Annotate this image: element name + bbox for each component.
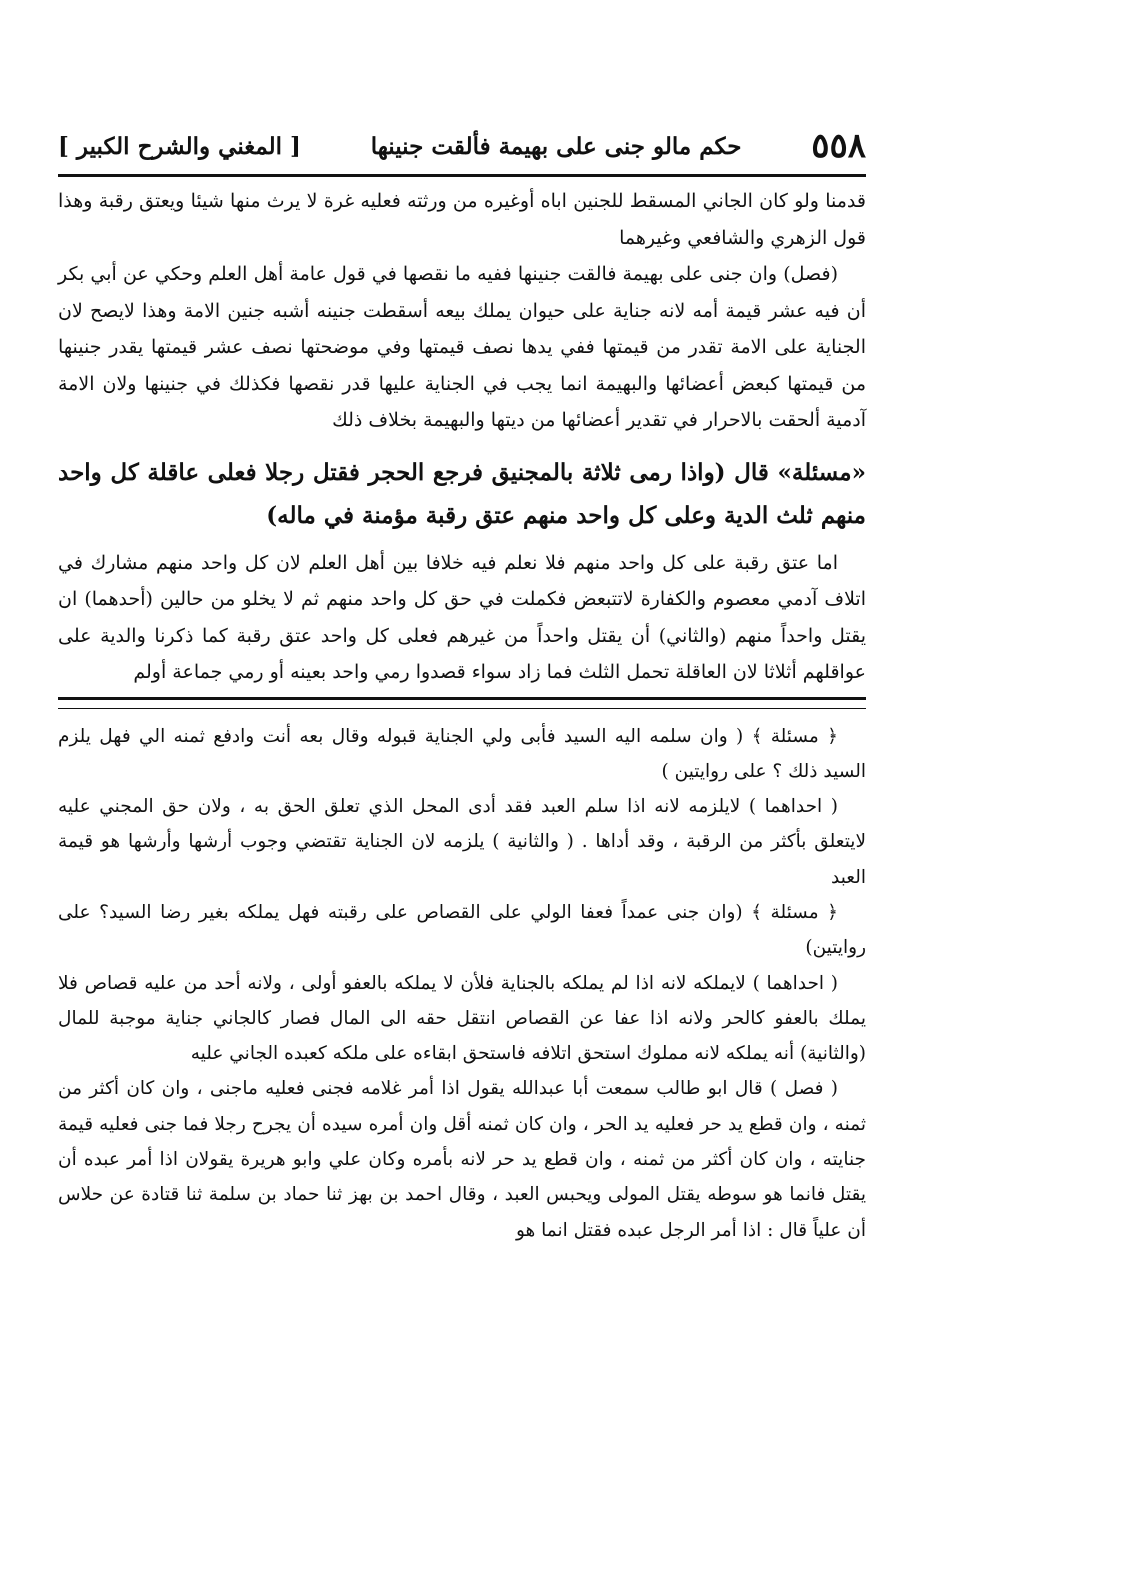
- paragraph-fasl-bahima: (فصل) وان جنى على بهيمة فالقت جنينها ففيه ما نقصها في قول عامة أهل العلم وحكي عن أبي بكر أن فيه عشر قيمة أمه لانه جناية على حيوان يملك بيعه أسقطت جنينه أشبه جنين الامة وهذا لايصح لان الجناية على الامة تقدر من قيمتها ففي يدها نصف قيمتها وفي موضحتها نصف عشر قيمتها يقدر جنينها من قيمتها كبعض أعضائها والبهيمة انما يجب في الجناية عليها قدر نقصها فكذلك في جنينها ولان الامة آدمية ألحقت بالاحرار في تقدير أعضائها من ديتها والبهيمة بخلاف ذلك: [58, 263, 866, 431]
- paragraph-riwayatan: ( احداهما ) لايلزمه لانه اذا سلم العبد فقد أدى المحل الذي تعلق الحق به ، ولان حق المجني عليه لايتعلق بأكثر من الرقبة ، وقد أداها . ( والثانية ) يلزمه لان الجناية تقتضي وجوب أرشها وأرشها هو قيمة العبد: [58, 796, 866, 888]
- page-header: [58, 118, 866, 174]
- paragraph-fasl-abu-talib: ( فصل ) قال ابو طالب سمعت أبا عبدالله يقول اذا أمر غلامه فجنى فعليه ماجنى ، وان كان أكثر من ثمنه ، وان قطع يد حر فعليه يد الحر ، وان كان ثمنه أقل وان أمره سيده أن يجرح رجلا فما جنى فعليه قيمة جنايته ، وان كان أكثر من ثمنه ، وان قطع يد حر لانه بأمره وكان علي وابو هريرة يقولان اذا أمر عبده أن يقتل فانما هو سوطه يقتل المولى ويحبس العبد ، وقال احمد بن بهز ثنا حماد بن سلمة ثنا قتادة عن حلاس أن علياً قال : اذا أمر الرجل عبده فقتل انما هو: [58, 1078, 866, 1241]
- section-divider: [58, 697, 866, 709]
- upper-section: [58, 183, 866, 691]
- book-title: [ المغني والشرح الكبير ]: [58, 132, 301, 160]
- paragraph-ihdahuma: ( احداهما ) لايملكه لانه اذا لم يملكه بالجناية فلأن لا يملكه بالعفو أولى ، ولانه أحد من عليه قصاص فلا يملك بالعفو كالحر ولانه اذا عفا عن القصاص انتقل حقه الى المال فصار كالجاني جناية موجبة للمال (والثانية) أنه يملكه لانه مملوك استحق اتلافه فاستحق ابقاءه على ملكه كعبده الجاني عليه: [58, 972, 866, 1065]
- header-rule: [58, 174, 866, 177]
- paragraph-masala-taslim: ﴿ مسئلة ﴾ ( وان سلمه اليه السيد فأبى ولي الجناية قبوله وقال بعه أنت وادفع ثمنه الي فهل يلزم السيد ذلك ؟ على روايتين ): [58, 725, 866, 782]
- lower-section: [58, 719, 866, 1248]
- paragraph-masala-amd: ﴿ مسئلة ﴾ (وان جنى عمداً فعفا الولي على القصاص على رقبته فهل يملكه بغير رضا السيد؟ على روايتين): [58, 901, 866, 959]
- masala-heading: «مسئلة» قال (واذا رمى ثلاثة بالمجنيق فرجع الحجر فقتل رجلا فعلى عاقلة كل واحد منهم ثلث الدية وعلى كل واحد منهم عتق رقبة مؤمنة في ماله): [58, 458, 866, 529]
- book-page: [58, 118, 866, 1248]
- page-number: ٥٥٨: [811, 126, 866, 166]
- running-title: حكم مالو جنى على بهيمة فألقت جنينها: [370, 132, 742, 160]
- paragraph-intro: قدمنا ولو كان الجاني المسقط للجنين اباه أوغيره من ورثته فعليه غرة لا يرث منها شيئا ويعتق رقبة وهذا قول الزهري والشافعي وغيرهما: [58, 190, 866, 249]
- paragraph-itq-raqaba: اما عتق رقبة على كل واحد منهم فلا نعلم فيه خلافا بين أهل العلم لان كل واحد منهم مشارك في اتلاف آدمي معصوم والكفارة لاتتبعض فكملت في حق كل واحد منهم ثم لا يخلو من حالين (أحدهما) ان يقتل واحداً منهم (والثاني) أن يقتل واحداً من غيرهم فعلى كل واحد عتق رقبة كما ذكرنا والدية على عواقلهم أثلاثا لان العاقلة تحمل الثلث فما زاد سواء قصدوا رمي واحد بعينه أو رمي جماعة أولم: [58, 551, 867, 683]
